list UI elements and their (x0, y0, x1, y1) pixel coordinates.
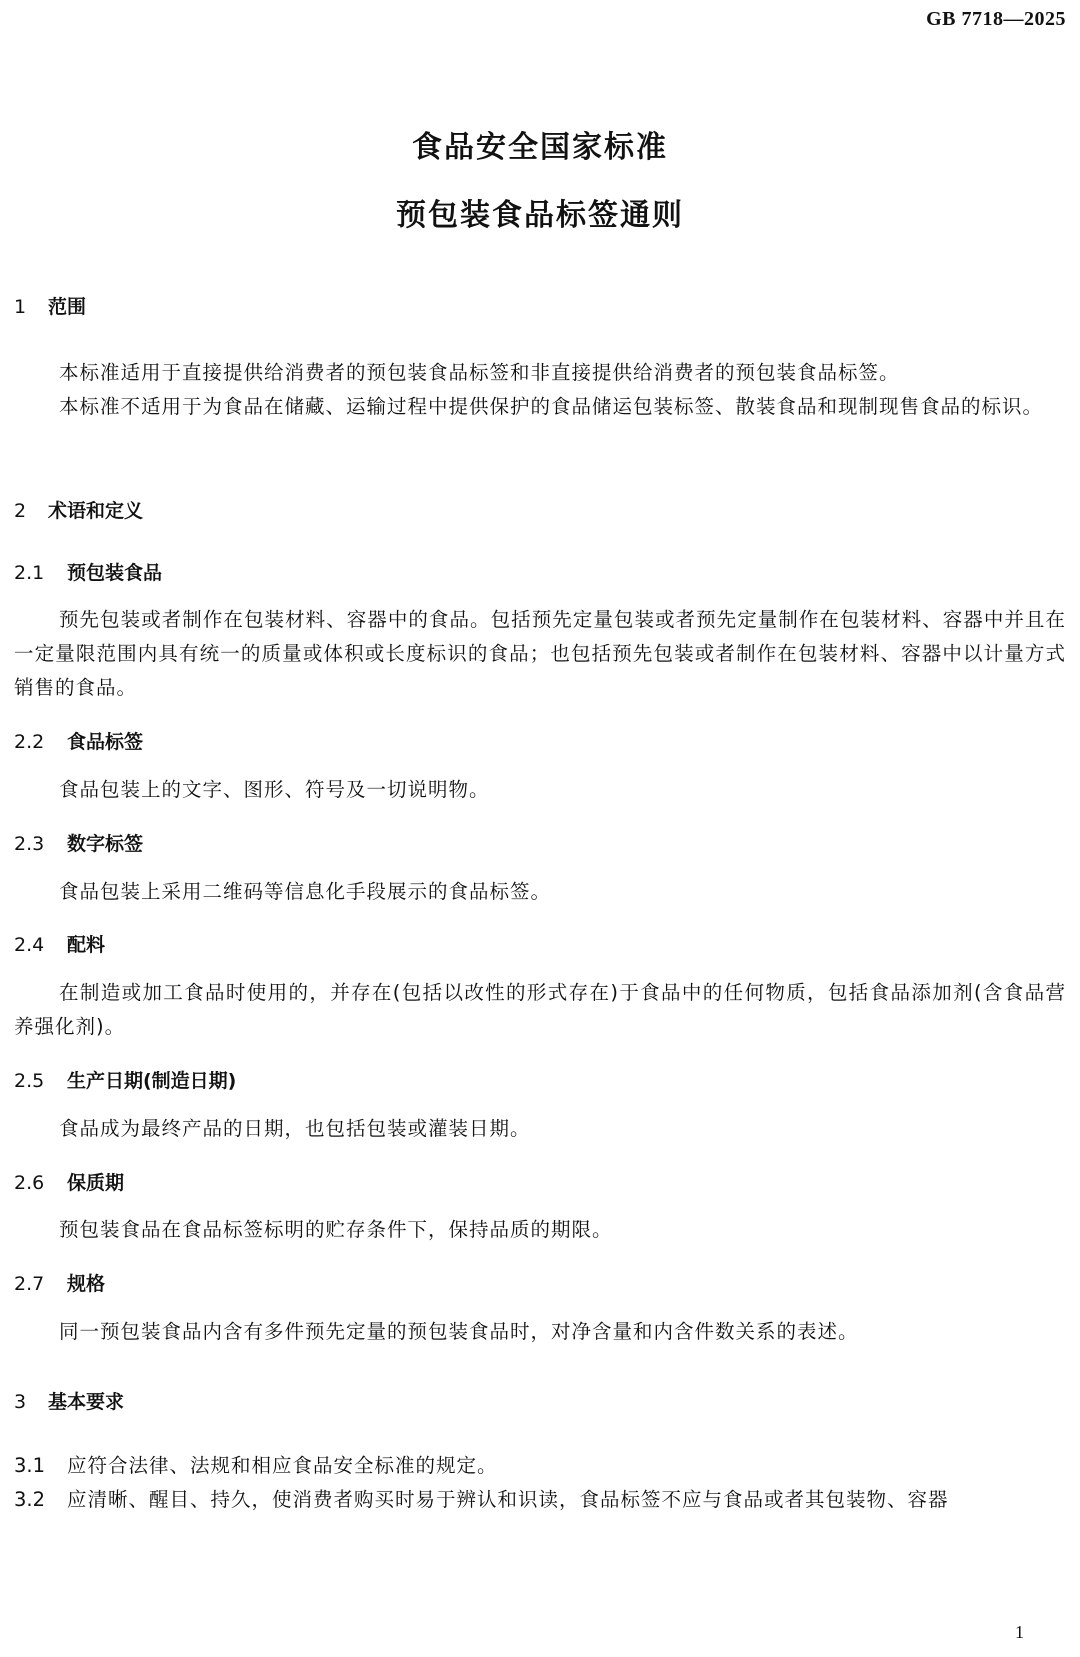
subsection-title: 配料 (67, 934, 106, 956)
subsection-title: 食品标签 (67, 731, 144, 753)
subsection-title: 保质期 (67, 1172, 125, 1194)
section-number: 1 (14, 296, 27, 318)
requirement-3-1 (14, 1449, 1066, 1483)
subsection-number: 2.6 (14, 1172, 45, 1194)
section-number: 3 (14, 1391, 27, 1413)
section-title: 范围 (48, 296, 87, 318)
item-text: 应符合法律、法规和相应食品安全标准的规定。 (67, 1454, 498, 1477)
subsection-number: 2.3 (14, 833, 45, 855)
subsection-heading-2-7 (14, 1269, 105, 1296)
section-heading-3 (14, 1387, 124, 1414)
definition-text-2-3: 食品包装上采用二维码等信息化手段展示的食品标签。 (59, 880, 552, 903)
definition-text-2-5: 食品成为最终产品的日期，也包括包装或灌装日期。 (59, 1117, 531, 1140)
subsection-number: 2.1 (14, 562, 45, 584)
subsection-heading-2-2 (14, 727, 143, 754)
item-text: 应清晰、醒目、持久，使消费者购买时易于辨认和识读，食品标签不应与食品或者其包装物、容器 (67, 1488, 949, 1511)
page-number: 1 (1015, 1622, 1024, 1642)
standard-code: GB 7718—2025 (926, 8, 1066, 30)
subsection-heading-2-5 (14, 1066, 236, 1093)
item-number: 3.2 (14, 1488, 46, 1511)
subsection-heading-2-3 (14, 829, 143, 856)
subsection-heading-2-1 (14, 558, 162, 585)
subsection-title: 数字标签 (67, 833, 144, 855)
subsection-title: 规格 (67, 1273, 106, 1295)
section-heading-1 (14, 292, 86, 319)
section-number: 2 (14, 500, 27, 522)
section-heading-2 (14, 496, 143, 523)
section-title: 基本要求 (48, 1391, 125, 1413)
subsection-heading-2-6 (14, 1168, 124, 1195)
section-title: 术语和定义 (48, 500, 144, 522)
document-subtitle: 预包装食品标签通则 (396, 198, 684, 233)
subsection-number: 2.4 (14, 934, 45, 956)
subsection-number: 2.5 (14, 1070, 45, 1092)
definition-text-2-7: 同一预包装食品内含有多件预先定量的预包装食品时，对净含量和内含件数关系的表述。 (59, 1320, 859, 1343)
definition-text-2-6: 预包装食品在食品标签标明的贮存条件下，保持品质的期限。 (59, 1218, 613, 1241)
subsection-number: 2.7 (14, 1273, 45, 1295)
subsection-title: 预包装食品 (67, 562, 163, 584)
definition-text-2-4: 在制造或加工食品时使用的，并存在(包括以改性的形式存在)于食品中的任何物质，包括食品添加剂(含食品营养强化剂)。 (14, 981, 1066, 1038)
paragraph-scope-1: 本标准适用于直接提供给消费者的预包装食品标签和非直接提供给消费者的预包装食品标签。 (59, 361, 900, 384)
subsection-title: 生产日期(制造日期) (67, 1070, 237, 1092)
item-number: 3.1 (14, 1454, 46, 1477)
paragraph-scope-2: 本标准不适用于为食品在储藏、运输过程中提供保护的食品储运包装标签、散装食品和现制现售食品的标识。 (59, 395, 1044, 418)
subsection-heading-2-4 (14, 930, 105, 957)
definition-text-2-2: 食品包装上的文字、图形、符号及一切说明物。 (59, 778, 490, 801)
document-title: 食品安全国家标准 (412, 130, 668, 165)
requirement-3-2 (14, 1483, 1066, 1517)
definition-text-2-1: 预先包装或者制作在包装材料、容器中的食品。包括预先定量包装或者预先定量制作在包装材料、容器中并且在一定量限范围内具有统一的质量或体积或长度标识的食品；也包括预先包装或者制作在包装材料、容器中以计量方式销售的食品。 (14, 608, 1066, 699)
subsection-number: 2.2 (14, 731, 45, 753)
